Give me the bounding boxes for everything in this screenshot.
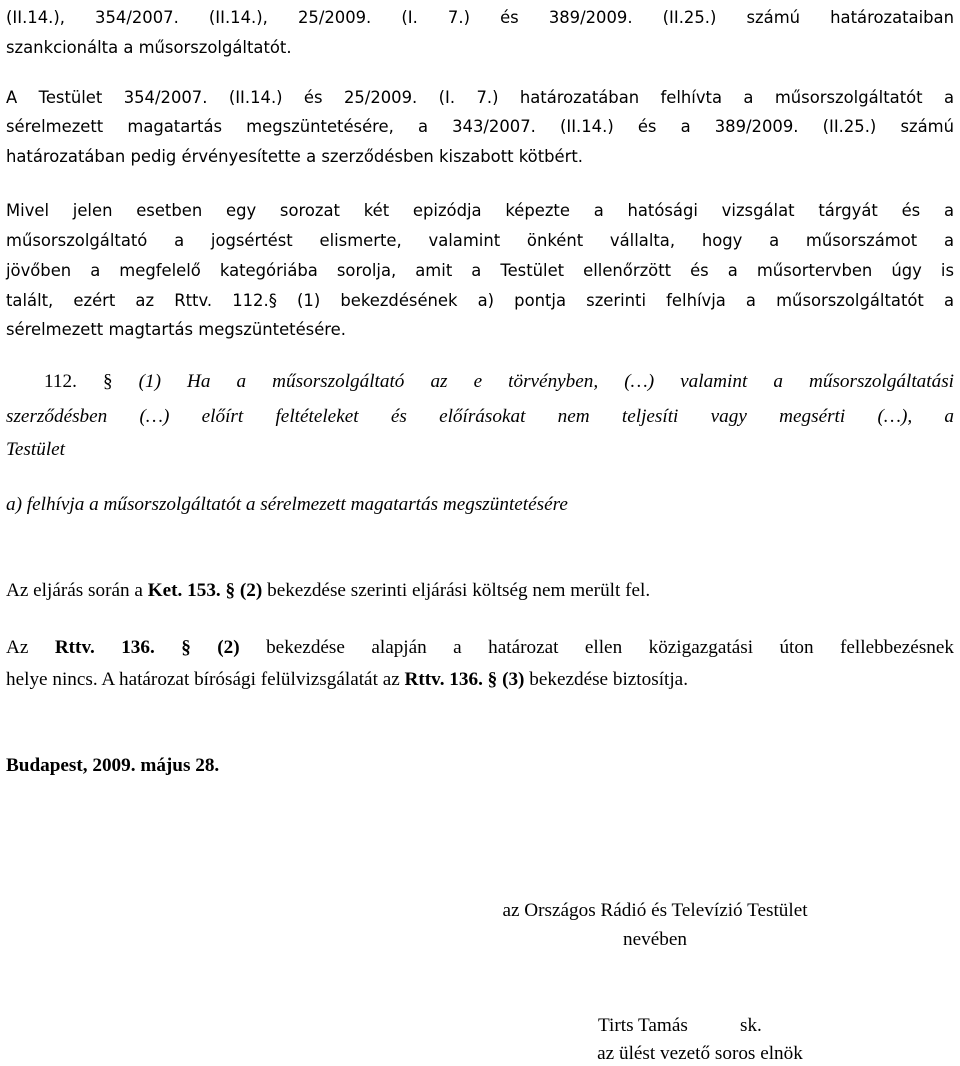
quote-line-1 <box>44 370 954 394</box>
appeal-section-sign-2: § <box>487 669 498 690</box>
signature-sk-mark: sk. <box>740 1015 762 1036</box>
appeal-rest-1: bekezdése alapján a határozat ellen közigazgatási úton fellebbezésnek <box>239 637 954 658</box>
quote-line-3: Testület <box>6 439 65 460</box>
paragraph-3-line-3: jövőben a megfelelő kategóriába sorolja, amit a Testület ellenőrzött és a műsortervben úgy is <box>6 261 954 280</box>
paragraph-1-line-1: (II.14.), 354/2007. (II.14.), 25/2009. (I. 7.) és 389/2009. (II.25.) számú határozataiban <box>6 8 954 27</box>
appeal-prefix: Az <box>6 637 55 658</box>
costs-prefix: Az eljárás során a <box>6 580 148 601</box>
quote-line-1-text: (1) Ha a műsorszolgáltató az e törvényben, (…) valamint a műsorszolgáltatási <box>138 371 954 392</box>
signatory-role: az ülést vezető soros elnök <box>597 1043 803 1064</box>
paragraph-3-line-1: Mivel jelen esetben egy sorozat két epizódja képezte a hatósági vizsgálat tárgyát és a <box>6 201 954 220</box>
paragraph-2-line-2: sérelmezett magatartás megszüntetésére, a 343/2007. (II.14.) és a 389/2009. (II.25.) számú <box>6 117 954 136</box>
costs-section-sign: § <box>225 580 236 601</box>
paragraph-3-line-2: műsorszolgáltató a jogsértést elismerte, valamint önként vállalta, hogy a műsorszámot a <box>6 231 954 250</box>
paragraph-2-line-1: A Testület 354/2007. (II.14.) és 25/2009. (I. 7.) határozatában felhívta a műsorszolgáltatót a <box>6 88 954 107</box>
appeal-line-1 <box>6 636 954 660</box>
appeal-line-2-prefix: helye nincs. A határozat bírósági felülvizsgálatát az <box>6 669 405 690</box>
signature-organization-line-2: nevében <box>623 929 687 950</box>
appeal-section-sign-1: § <box>181 637 191 658</box>
quote-line-2: szerződésben (…) előírt feltételeket és előírásokat nem teljesíti vagy megsérti (…), a <box>6 406 954 427</box>
costs-rest: bekezdése szerinti eljárási költség nem merült fel. <box>262 580 651 601</box>
quote-section-sign: § <box>102 371 113 392</box>
appeal-law-reference-2: Rttv. 136. <box>404 669 483 690</box>
costs-paragraph: (2) <box>239 580 263 601</box>
paragraph-1-line-2: szankcionálta a műsorszolgáltatót. <box>6 38 292 57</box>
quote-section-number: 112. <box>44 371 77 392</box>
costs-line <box>6 579 954 603</box>
appeal-paragraph-2: (3) <box>502 669 525 690</box>
paragraph-3-line-5: sérelmezett magtartás megszüntetésére. <box>6 320 346 339</box>
place-and-date: Budapest, 2009. május 28. <box>6 755 220 776</box>
appeal-paragraph-1: (2) <box>217 637 240 658</box>
costs-law-reference: Ket. 153. <box>147 580 221 601</box>
signatory-name: Tirts Tamás <box>598 1015 688 1036</box>
appeal-line-2 <box>6 668 954 692</box>
quote-point-a: a) felhívja a műsorszolgáltatót a sérelmezett magatartás megszüntetésére <box>6 494 568 515</box>
paragraph-2-line-3: határozatában pedig érvényesítette a szerződésben kiszabott kötbért. <box>6 147 583 166</box>
paragraph-3-line-4: talált, ezért az Rttv. 112.§ (1) bekezdésének a) pontja szerinti felhívja a műsorszolgáltatót a <box>6 291 954 310</box>
appeal-law-reference-1: Rttv. 136. <box>54 637 155 658</box>
signature-organization-line-1: az Országos Rádió és Televízió Testület <box>502 900 808 921</box>
appeal-rest-2: bekezdése biztosítja. <box>524 669 688 690</box>
